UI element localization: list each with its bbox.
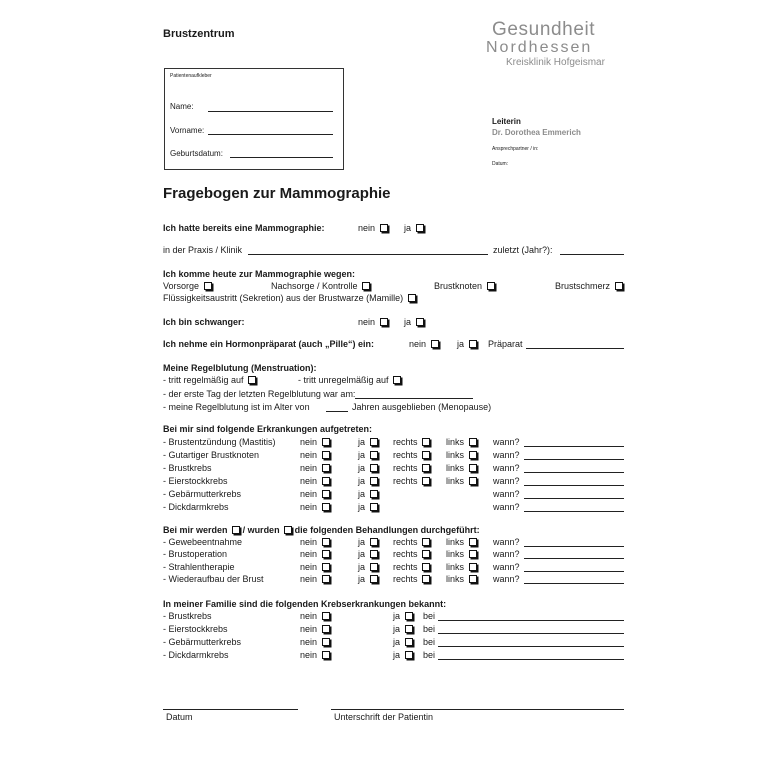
q8-row-nein[interactable] [300,651,330,660]
q5-regel-label: - tritt regelmäßig auf [163,375,244,385]
q8-row-nein-checkbox[interactable] [322,651,330,659]
q8-row-nein-label: nein [300,624,318,634]
q6-row-ja-checkbox[interactable] [370,464,378,472]
q5-ausgeblieben-label-a: - meine Regelblutung ist im Alter von [163,402,310,412]
q2-vorsorge-label: Vorsorge [163,281,200,291]
q6-row-wann-label: wann? [493,437,520,447]
q6-row-wann-line[interactable] [524,472,624,473]
q1-zuletzt-line[interactable] [560,254,624,255]
q2-question: Ich komme heute zur Mammographie wegen: [163,269,356,279]
q8-row-nein-label: nein [300,637,318,647]
q1-praxis-label: in der Praxis / Klinik [163,245,243,255]
q6-row-nein-label: nein [300,437,318,447]
q8-row-bei-line[interactable] [438,620,624,621]
q7-row-nein-label: nein [300,561,318,572]
q6-row-nein-label: nein [300,502,318,512]
q6-row-rechts[interactable] [393,477,430,486]
q7-row-ja[interactable] [358,538,378,547]
q2-vorsorge[interactable] [163,282,212,291]
q6-row-nein[interactable] [300,464,330,473]
q6-row-ja[interactable] [358,490,378,499]
q6-row-nein-label: nein [300,489,318,499]
patient-vorname-label: Vorname: [170,126,205,135]
q4-ja-label: ja [457,339,465,349]
q7-row-rechts-checkbox[interactable] [422,575,430,583]
ansprechpartner-label: Ansprechpartner / in: [492,146,539,152]
q7-row-rechts-checkbox[interactable] [422,550,430,558]
q8-question: In meiner Familie sind die folgenden Krebserkrankungen bekannt: [163,599,447,609]
q5-unregel-label: - tritt unregelmäßig auf [298,375,389,385]
form-title: Fragebogen zur Mammographie [163,185,391,202]
q7-row-links-checkbox[interactable] [469,550,477,558]
q6-row-rechts[interactable] [393,464,430,473]
q7-row-links-label: links [446,561,465,572]
q2-nachsorge[interactable] [271,282,370,291]
q7-row-ja-label: ja [358,561,366,572]
q8-row-nein[interactable] [300,625,330,634]
q8-row-nein-checkbox[interactable] [322,625,330,633]
patient-vorname-line[interactable] [208,134,333,135]
q5-erster-tag-label: - der erste Tag der letzten Regelblutung war am: [163,389,356,399]
q7-row-links[interactable] [446,563,477,572]
q7-row-nein-checkbox[interactable] [322,550,330,558]
q7-row-links[interactable] [446,575,477,584]
q7-row-ja-checkbox[interactable] [370,550,378,558]
q7-row-links-checkbox[interactable] [469,575,477,583]
q5-alter-line[interactable] [326,411,348,412]
q7-row-ja-checkbox[interactable] [370,538,378,546]
q6-row-wann-label: wann? [493,450,520,460]
q7-row-rechts[interactable] [393,550,430,559]
footer-datum-line[interactable] [163,709,298,710]
q7-row-ja-checkbox[interactable] [370,575,378,583]
q6-row-wann-line[interactable] [524,485,624,486]
q8-row-ja-checkbox[interactable] [405,612,413,620]
q6-row-rechts[interactable] [393,451,430,460]
q1-ja-checkbox[interactable] [416,224,424,232]
q4-praeparat-label: Präparat [488,339,523,349]
q7-row-links-checkbox[interactable] [469,538,477,546]
q7-row-rechts-checkbox[interactable] [422,563,430,571]
patient-name-line[interactable] [208,111,333,112]
q6-row-links[interactable] [446,438,477,447]
q7-row-rechts-label: rechts [393,537,418,547]
q6-row-nein-checkbox[interactable] [322,503,330,511]
q2-brustknoten[interactable] [434,282,495,291]
q6-row-ja-checkbox[interactable] [370,503,378,511]
q3-question: Ich bin schwanger: [163,317,245,327]
q8-row-nein-label: nein [300,611,318,621]
q8-row-label: - Eierstockkrebs [163,624,228,634]
q6-row-rechts-checkbox[interactable] [422,464,430,472]
q6-question: Bei mir sind folgende Erkrankungen aufgetreten: [163,424,373,434]
q7-row-ja-checkbox[interactable] [370,563,378,571]
q7-question-b: / wurden [242,525,280,535]
q8-row-label: - Dickdarmkrebs [163,650,229,660]
q7-row-ja-label: ja [358,549,366,560]
q8-row-label: - Gebärmutterkrebs [163,637,242,647]
q7-row-rechts[interactable] [393,575,430,584]
q7-row-ja-label: ja [358,573,366,584]
q6-row-rechts-label: rechts [393,450,418,460]
q6-row-wann-line[interactable] [524,498,624,499]
q5-erster-tag-line[interactable] [355,398,473,399]
q8-row-bei-line[interactable] [438,633,624,634]
q8-row-nein-checkbox[interactable] [322,638,330,646]
q4-ja-checkbox[interactable] [469,340,477,348]
q8-row-ja-label: ja [393,624,401,634]
footer-signature-line[interactable] [331,709,624,710]
q6-row-label: - Eierstockkrebs [163,476,228,486]
q6-row-nein[interactable] [300,438,330,447]
q6-row-rechts[interactable] [393,438,430,447]
q6-row-ja[interactable] [358,438,378,447]
q6-row-nein-checkbox[interactable] [322,464,330,472]
q7-row-nein[interactable] [300,550,330,559]
q6-row-wann-line[interactable] [524,459,624,460]
leiterin-label: Leiterin [492,117,521,126]
q7-row-ja[interactable] [358,550,378,559]
q2-nachsorge-label: Nachsorge / Kontrolle [271,281,358,291]
q6-row-wann-label: wann? [493,489,520,499]
q6-row-label: - Brustentzündung (Mastitis) [163,437,276,447]
q6-row-wann-line[interactable] [524,511,624,512]
q6-row-label: - Dickdarmkrebs [163,502,229,512]
q4-nein-checkbox[interactable] [431,340,439,348]
q3-ja[interactable] [404,318,424,327]
q1-nein[interactable] [358,224,388,233]
q5-regelmaessig[interactable] [163,376,256,385]
q8-row-ja-checkbox[interactable] [405,651,413,659]
q6-row-rechts-checkbox[interactable] [422,438,430,446]
q6-row-ja-label: ja [358,476,366,486]
q2-fluessigkeit-checkbox[interactable] [408,294,416,302]
q7-row-rechts-label: rechts [393,561,418,572]
q6-row-nein-checkbox[interactable] [322,451,330,459]
q6-row-nein-checkbox[interactable] [322,490,330,498]
q6-row-label: - Brustkrebs [163,463,212,473]
q8-row-ja-label: ja [393,650,401,660]
q2-brustschmerz[interactable] [555,282,623,291]
q6-row-ja-checkbox[interactable] [370,451,378,459]
q7-row-rechts[interactable] [393,563,430,572]
q2-nachsorge-checkbox[interactable] [362,282,370,290]
q7-row-wann-label: wann? [493,537,520,547]
q7-row-links-label: links [446,549,465,560]
q7-row-wann-label: wann? [493,549,520,560]
q7-row-links-label: links [446,573,465,584]
q5-unregelmaessig[interactable] [298,376,401,385]
q7-row-rechts-label: rechts [393,573,418,584]
patient-name-label: Name: [170,102,194,111]
q6-row-ja-checkbox[interactable] [370,438,378,446]
q6-row-ja[interactable] [358,451,378,460]
q6-row-ja-label: ja [358,489,366,499]
q6-row-nein[interactable] [300,477,330,486]
q3-ja-checkbox[interactable] [416,318,424,326]
q7-wurden-checkbox[interactable] [284,526,292,534]
q8-row-ja[interactable] [393,638,413,647]
q6-row-rechts-label: rechts [393,463,418,473]
footer-signature-label: Unterschrift der Patientin [334,712,434,722]
q6-row-rechts-label: rechts [393,476,418,486]
q8-row-ja-checkbox[interactable] [405,638,413,646]
q6-row-links-label: links [446,437,465,447]
q6-row-wann-line[interactable] [524,446,624,447]
q6-row-links[interactable] [446,451,477,460]
q7-row-nein[interactable] [300,538,330,547]
q6-row-ja-label: ja [358,437,366,447]
q1-nein-label: nein [358,223,376,233]
q3-ja-label: ja [404,317,412,327]
q7-row-links-checkbox[interactable] [469,563,477,571]
q1-ja[interactable] [404,224,424,233]
q7-row-nein[interactable] [300,563,330,572]
q6-row-links-label: links [446,463,465,473]
q6-row-links-checkbox[interactable] [469,451,477,459]
q7-row-nein-label: nein [300,537,318,547]
q6-row-ja[interactable] [358,477,378,486]
q6-row-links-checkbox[interactable] [469,438,477,446]
department-title: Brustzentrum [163,28,235,40]
q8-row-ja[interactable] [393,612,413,621]
q6-row-ja[interactable] [358,503,378,512]
q7-row-links[interactable] [446,538,477,547]
q6-row-nein[interactable] [300,490,330,499]
q6-row-label: - Gutartiger Brustknoten [163,450,260,460]
q6-row-links-label: links [446,476,465,486]
patient-geburtsdatum-label: Geburtsdatum: [170,149,223,158]
q2-brustschmerz-checkbox[interactable] [615,282,623,290]
q7-row-nein-label: nein [300,549,318,560]
q6-row-ja-label: ja [358,463,366,473]
leiterin-name: Dr. Dorothea Emmerich [492,128,581,137]
q4-ja[interactable] [457,340,477,349]
q7-row-label: - Strahlentherapie [163,561,235,572]
q8-row-bei-line[interactable] [438,646,624,647]
q8-row-ja[interactable] [393,625,413,634]
q6-row-nein-label: nein [300,476,318,486]
q7-row-links-label: links [446,537,465,547]
q7-row-ja[interactable] [358,575,378,584]
q7-question [163,526,480,535]
q7-row-wann-label: wann? [493,573,520,584]
q7-row-rechts[interactable] [393,538,430,547]
q2-brustknoten-checkbox[interactable] [487,282,495,290]
q6-row-wann-label: wann? [493,502,520,512]
q7-row-label: - Wiederaufbau der Brust [163,573,264,584]
q6-row-nein-checkbox[interactable] [322,438,330,446]
q7-row-links[interactable] [446,550,477,559]
q8-row-nein-label: nein [300,650,318,660]
patient-box-title: Patientenaufkleber [170,73,212,79]
q7-row-rechts-label: rechts [393,549,418,560]
q7-row-rechts-checkbox[interactable] [422,538,430,546]
q8-row-ja-label: ja [393,637,401,647]
q1-zuletzt-label: zuletzt (Jahr?): [493,245,553,255]
q7-row-nein-checkbox[interactable] [322,575,330,583]
q6-row-ja-label: ja [358,450,366,460]
q7-row-nein-label: nein [300,573,318,584]
q8-row-nein[interactable] [300,638,330,647]
q3-nein-checkbox[interactable] [380,318,388,326]
q6-row-wann-label: wann? [493,463,520,473]
q8-row-ja-checkbox[interactable] [405,625,413,633]
q2-brustschmerz-label: Brustschmerz [555,281,611,291]
q1-ja-label: ja [404,223,412,233]
q8-row-bei-line[interactable] [438,659,624,660]
logo-line-1: Gesundheit [492,19,596,40]
q6-row-nein-checkbox[interactable] [322,477,330,485]
q6-row-links[interactable] [446,477,477,486]
q5-regel-checkbox[interactable] [248,376,256,384]
q6-row-nein[interactable] [300,451,330,460]
q8-row-ja-label: ja [393,611,401,621]
q6-row-nein[interactable] [300,503,330,512]
q2-brustknoten-label: Brustknoten [434,281,483,291]
q8-row-nein-checkbox[interactable] [322,612,330,620]
footer-datum-label: Datum [166,712,193,722]
q6-row-nein-label: nein [300,463,318,473]
q7-row-label: - Gewebeentnahme [163,537,243,547]
header-datum-label: Datum: [492,161,509,167]
q5-question: Meine Regelblutung (Menstruation): [163,363,317,373]
q8-row-ja[interactable] [393,651,413,660]
logo-line-3: Kreisklinik Hofgeismar [506,57,605,68]
q8-row-bei-label: bei [423,650,436,660]
logo-line-2: Nordhessen [486,39,593,56]
q7-row-wann-line[interactable] [524,546,624,547]
q6-row-label: - Gebärmutterkrebs [163,489,242,499]
q7-row-wann-line[interactable] [524,583,624,584]
q6-row-links-label: links [446,450,465,460]
q6-row-wann-label: wann? [493,476,520,486]
q6-row-nein-label: nein [300,450,318,460]
q1-nein-checkbox[interactable] [380,224,388,232]
q6-row-ja-checkbox[interactable] [370,477,378,485]
q5-ausgeblieben-label-b: Jahren ausgeblieben (Menopause) [352,402,492,412]
q7-row-nein-checkbox[interactable] [322,563,330,571]
q7-row-label: - Brustoperation [163,549,228,560]
q4-nein-label: nein [409,339,427,349]
q6-row-links-checkbox[interactable] [469,464,477,472]
q4-nein[interactable] [409,340,439,349]
q2-fluessigkeit-label: Flüssigkeitsaustritt (Sekretion) aus der Brustwarze (Mamille) [163,293,404,303]
q7-werden-checkbox[interactable] [232,526,240,534]
q8-row-bei-label: bei [423,637,436,647]
q7-row-wann-line[interactable] [524,571,624,572]
q8-row-nein[interactable] [300,612,330,621]
q3-nein[interactable] [358,318,388,327]
q6-row-rechts-label: rechts [393,437,418,447]
q2-fluessigkeit[interactable] [163,294,416,303]
q7-question-a: Bei mir werden [163,525,228,535]
q4-question: Ich nehme ein Hormonpräparat (auch „Pille“) ein: [163,339,375,349]
q6-row-rechts-checkbox[interactable] [422,477,430,485]
q8-row-bei-label: bei [423,611,436,621]
q7-row-wann-line[interactable] [524,558,624,559]
q6-row-ja-label: ja [358,502,366,512]
q1-question: Ich hatte bereits eine Mammographie: [163,223,325,233]
q6-row-links-checkbox[interactable] [469,477,477,485]
q5-unregel-checkbox[interactable] [393,376,401,384]
q1-praxis-line[interactable] [248,254,488,255]
q7-row-nein-checkbox[interactable] [322,538,330,546]
q6-row-ja[interactable] [358,464,378,473]
q7-row-ja[interactable] [358,563,378,572]
q7-row-wann-label: wann? [493,561,520,572]
q7-question-c: die folgenden Behandlungen durchgeführt: [294,525,480,535]
patient-geburtsdatum-line[interactable] [230,157,333,158]
q2-vorsorge-checkbox[interactable] [204,282,212,290]
q4-praeparat-line[interactable] [526,348,624,349]
q3-nein-label: nein [358,317,376,327]
q8-row-label: - Brustkrebs [163,611,212,621]
q6-row-rechts-checkbox[interactable] [422,451,430,459]
q8-row-bei-label: bei [423,624,436,634]
q7-row-nein[interactable] [300,575,330,584]
q7-row-ja-label: ja [358,537,366,547]
q6-row-ja-checkbox[interactable] [370,490,378,498]
q6-row-links[interactable] [446,464,477,473]
